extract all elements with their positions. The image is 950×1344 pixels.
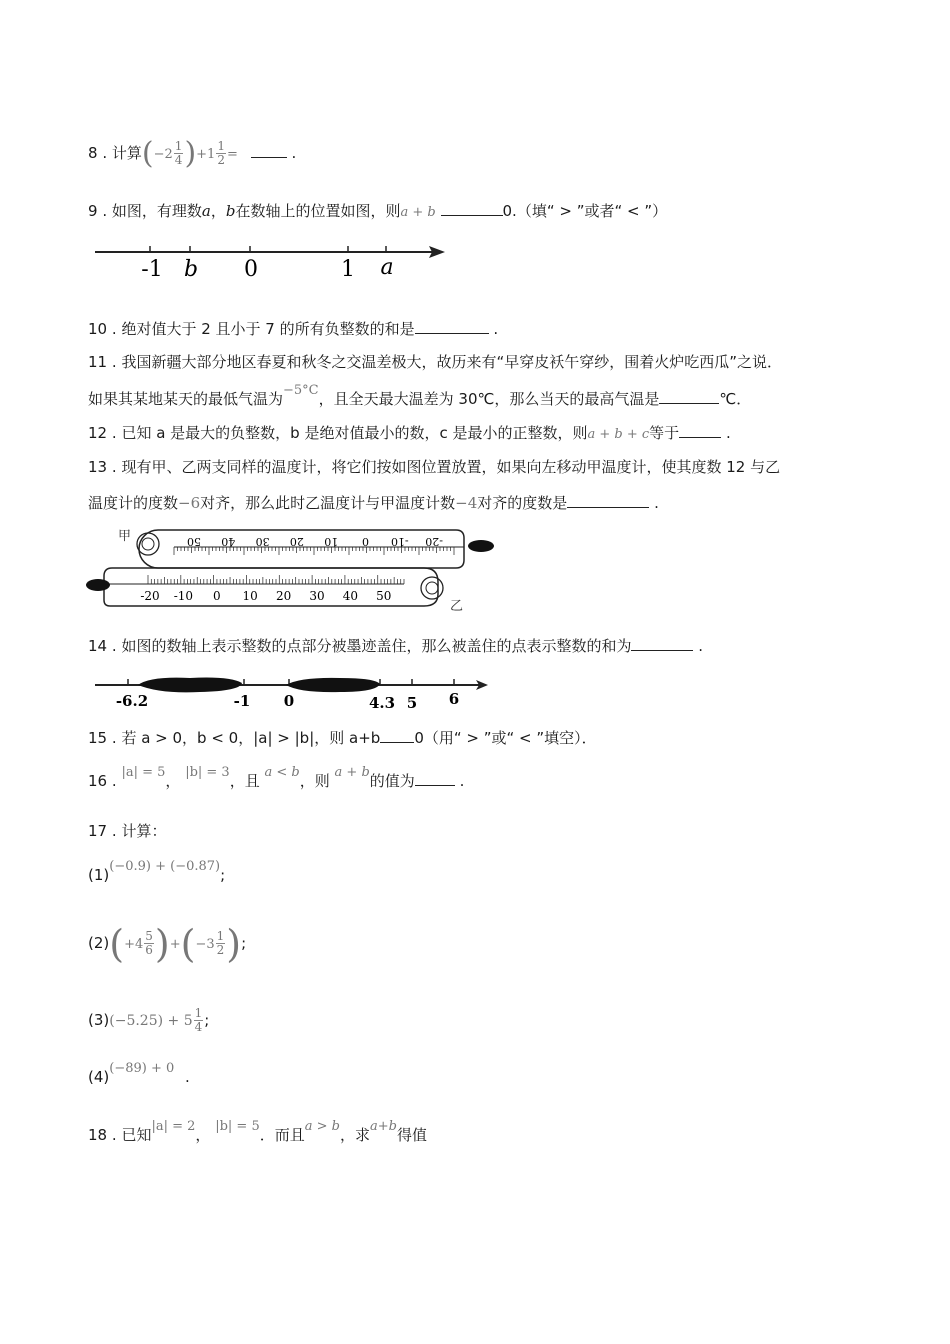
number-line-q14 xyxy=(90,670,490,714)
question-14: 14 . 如图的数轴上表示整数的点部分被墨迹盖住，那么被盖住的点表示整数的和为 . xyxy=(88,637,704,655)
q17-part-3: (3)(−5.25) + 5 $\frac{1}{4}$ ; xyxy=(88,1006,210,1034)
question-9: 9 . 如图，有理数a，b在数轴上的位置如图，则a + b 0.（填“ > ”或者“ < ”） xyxy=(88,202,668,220)
question-13-line2: 温度计的度数−6对齐，那么此时乙温度计与甲温度计数−4对齐的度数是 . xyxy=(88,494,659,512)
answer-blank[interactable] xyxy=(441,200,503,216)
question-8: 8 . 计算(−2 $\frac{1}{4}$ )+1 $\frac{1}{2}$ = . xyxy=(88,135,297,171)
number-line-q9 xyxy=(90,238,450,284)
tick-label: 1 xyxy=(341,257,355,282)
q17-part-1: (1)(−0.9) + (−0.87); xyxy=(88,859,226,884)
tick-label: -1 xyxy=(233,692,251,710)
question-16: 16 . |a| = 5， |b| = 3，且 a < b，则 a + b的值为 . xyxy=(88,765,465,790)
yi-scale-label: 30 xyxy=(309,589,325,603)
question-text: 计算 xyxy=(111,144,142,162)
question-12: 12 . 已知 a 是最大的负整数，b 是绝对值最小的数，c 是最小的正整数，则a + b + c等于 . xyxy=(88,424,731,442)
jia-scale-label: 0 xyxy=(362,535,369,548)
question-number: 13 xyxy=(88,458,108,476)
question-10: 10 . 绝对值大于 2 且小于 7 的所有负整数的和是 . xyxy=(88,320,499,338)
jia-scale-label: 10 xyxy=(324,535,339,548)
yi-scale-label: 10 xyxy=(242,589,258,603)
tick-label: 0 xyxy=(244,257,258,282)
yi-scale-label: 50 xyxy=(376,589,392,603)
tick-label: -6.2 xyxy=(115,692,149,710)
tick-label: 5 xyxy=(406,694,418,712)
yi-scale-label: -10 xyxy=(173,589,194,603)
answer-blank[interactable] xyxy=(380,727,414,743)
jia-scale-label: 40 xyxy=(221,535,236,548)
fraction: $\frac{1}{2}$ xyxy=(217,139,225,167)
ink-blot-left xyxy=(138,678,242,693)
q17-part-2: (2)(+4 $\frac{5}{6}$ )+(−3 $\frac{1}{2}$ ); xyxy=(88,921,247,966)
answer-blank[interactable] xyxy=(631,635,693,651)
tick-label: 4.3 xyxy=(368,694,396,712)
answer-blank[interactable] xyxy=(679,422,721,438)
answer-blank[interactable] xyxy=(659,388,719,404)
question-number: 9 xyxy=(88,202,98,220)
jia-scale-label: -10 xyxy=(390,535,409,548)
question-number: 10 xyxy=(88,320,108,338)
thermometers-figure xyxy=(86,524,496,616)
tick-label: 0 xyxy=(283,692,295,710)
tick-label: b xyxy=(183,257,199,282)
jia-scale-label: 50 xyxy=(187,535,201,548)
answer-blank[interactable] xyxy=(415,770,455,786)
fraction: $\frac{5}{6}$ xyxy=(145,929,153,957)
question-number: 14 xyxy=(88,637,108,655)
question-18: 18 . 已知|a| = 2， |b| = 5．而且a > b，求a+b得值 xyxy=(88,1119,427,1144)
label-jia: 甲 xyxy=(118,529,132,544)
jia-scale-label: -20 xyxy=(425,535,443,548)
fraction: $\frac{1}{4}$ xyxy=(174,139,183,167)
question-17: 17 . 计算： xyxy=(88,822,167,840)
question-11: 11 . 我国新疆大部分地区春夏和秋冬之交温差极大，故历来有“早穿皮袄午穿纱，围着火炉吃西瓜”之说． xyxy=(88,353,782,371)
question-number: 11 xyxy=(88,353,108,371)
yi-scale-label: 40 xyxy=(342,589,359,603)
yi-scale-label: 0 xyxy=(212,589,221,603)
ink-blot-right xyxy=(286,678,380,692)
question-13: 13 . 现有甲、乙两支同样的温度计，将它们按如图位置放置，如果向左移动甲温度计，使其度数 12 与乙 xyxy=(88,458,781,476)
tick-label: -1 xyxy=(141,257,163,282)
tick-label: 6 xyxy=(448,690,460,708)
answer-blank[interactable] xyxy=(251,142,287,158)
answer-blank[interactable] xyxy=(415,318,489,334)
question-15: 15 . 若 a > 0，b < 0，|a| > |b|，则 a+b 0（用“ > ”或“ < ”填空）． xyxy=(88,729,597,747)
label-yi: 乙 xyxy=(450,599,464,614)
yi-scale-label: -20 xyxy=(140,589,160,603)
question-number: 18 xyxy=(88,1126,108,1144)
question-number: 16 xyxy=(88,772,108,790)
question-number: 8 xyxy=(88,144,98,162)
fraction: $\frac{1}{4}$ xyxy=(194,1006,203,1034)
question-number: 12 xyxy=(88,424,108,442)
question-number: 15 xyxy=(88,729,108,747)
jia-scale-label: 30 xyxy=(255,535,270,548)
answer-blank[interactable] xyxy=(567,492,649,508)
question-11-line2: 如果其某地某天的最低气温为−5°C，且全天最大温差为 30℃，那么当天的最高气温是 ℃． xyxy=(88,383,752,408)
question-number: 17 xyxy=(88,822,108,840)
q17-part-4: (4)(−89) + 0 . xyxy=(88,1061,190,1086)
fraction: $\frac{1}{2}$ xyxy=(216,929,225,957)
jia-scale-label: 20 xyxy=(289,535,304,548)
tick-label: a xyxy=(380,255,394,280)
yi-scale-label: 20 xyxy=(275,589,292,603)
